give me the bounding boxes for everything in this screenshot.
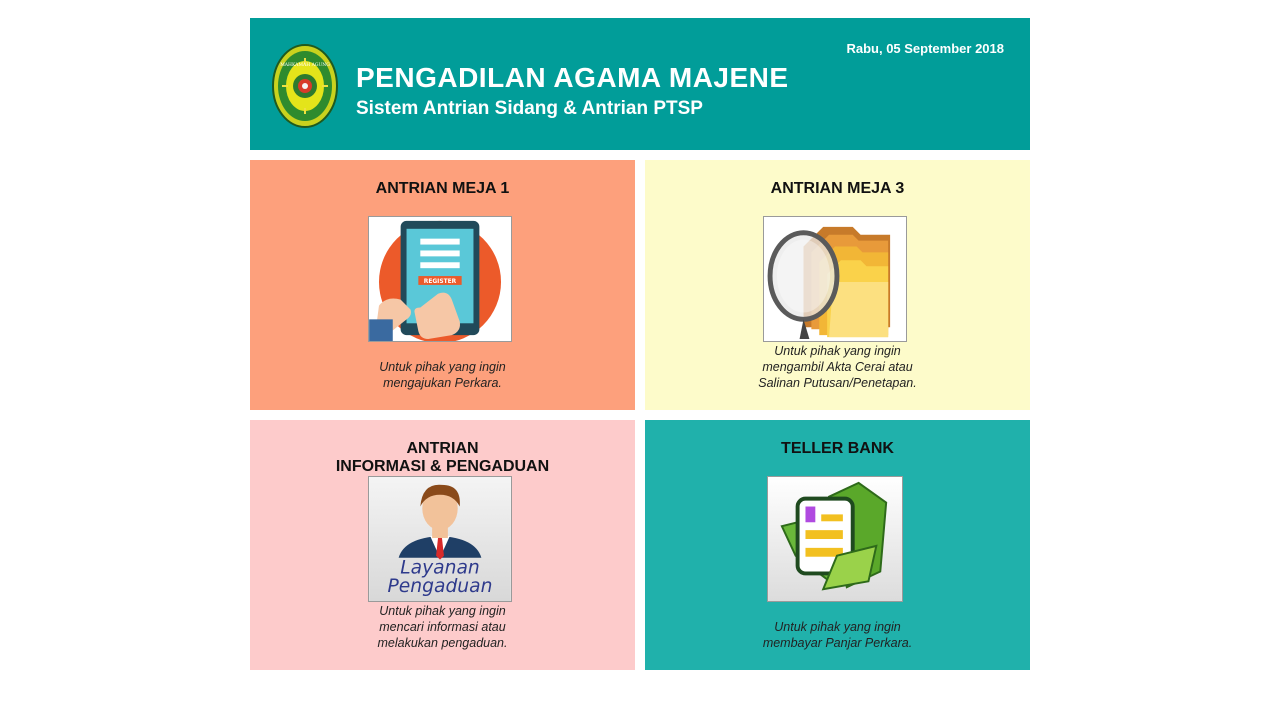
page-header (250, 18, 1030, 150)
logo-text: MAHKAMAH AGUNG (280, 63, 330, 68)
pengaduan-text: Pengaduan (387, 576, 493, 598)
queue-card-informasi-pengaduan[interactable] (250, 420, 635, 670)
tablet-register-icon (368, 216, 512, 342)
page-subtitle: Sistem Antrian Sidang & Antrian PTSP (356, 98, 703, 119)
customer-service-person-icon (368, 476, 512, 602)
card-description (645, 343, 1030, 391)
page-title: PENGADILAN AGAMA MAJENE (356, 62, 789, 93)
card-title (250, 440, 635, 476)
desc-line: Salinan Putusan/Penetapan. (758, 376, 917, 390)
desc-line: melakukan pengaduan. (377, 636, 508, 650)
desc-line: mencari informasi atau (379, 620, 506, 634)
document-folder-icon (767, 476, 903, 602)
desc-line: mengambil Akta Cerai atau (762, 360, 913, 374)
queue-card-teller-bank[interactable] (645, 420, 1030, 670)
mahkamah-agung-logo-icon (272, 44, 338, 128)
card-title: ANTRIAN MEJA 1 (375, 180, 510, 197)
desc-line: membayar Panjar Perkara. (762, 636, 913, 650)
desc-line: Untuk pihak yang ingin (774, 620, 901, 634)
current-date: Rabu, 05 September 2018 (846, 41, 1004, 56)
desc-line: mengajukan Perkara. (383, 376, 502, 390)
card-title: TELLER BANK (781, 440, 894, 457)
card-title-line: INFORMASI & PENGADUAN (335, 458, 550, 475)
desc-line: Untuk pihak yang ingin (379, 604, 506, 618)
desc-line: Untuk pihak yang ingin (774, 344, 901, 358)
queue-card-meja-3[interactable] (645, 160, 1030, 410)
card-description (250, 603, 635, 651)
card-description (250, 359, 635, 391)
desc-line: Untuk pihak yang ingin (379, 360, 506, 374)
card-title: ANTRIAN MEJA 3 (770, 180, 905, 197)
layanan-text: Layanan (400, 557, 480, 579)
queue-card-meja-1[interactable] (250, 160, 635, 410)
card-title-line: ANTRIAN (406, 440, 479, 457)
card-description (645, 619, 1030, 651)
register-button-text: REGISTER (423, 278, 457, 285)
folder-magnifier-icon (763, 216, 907, 342)
